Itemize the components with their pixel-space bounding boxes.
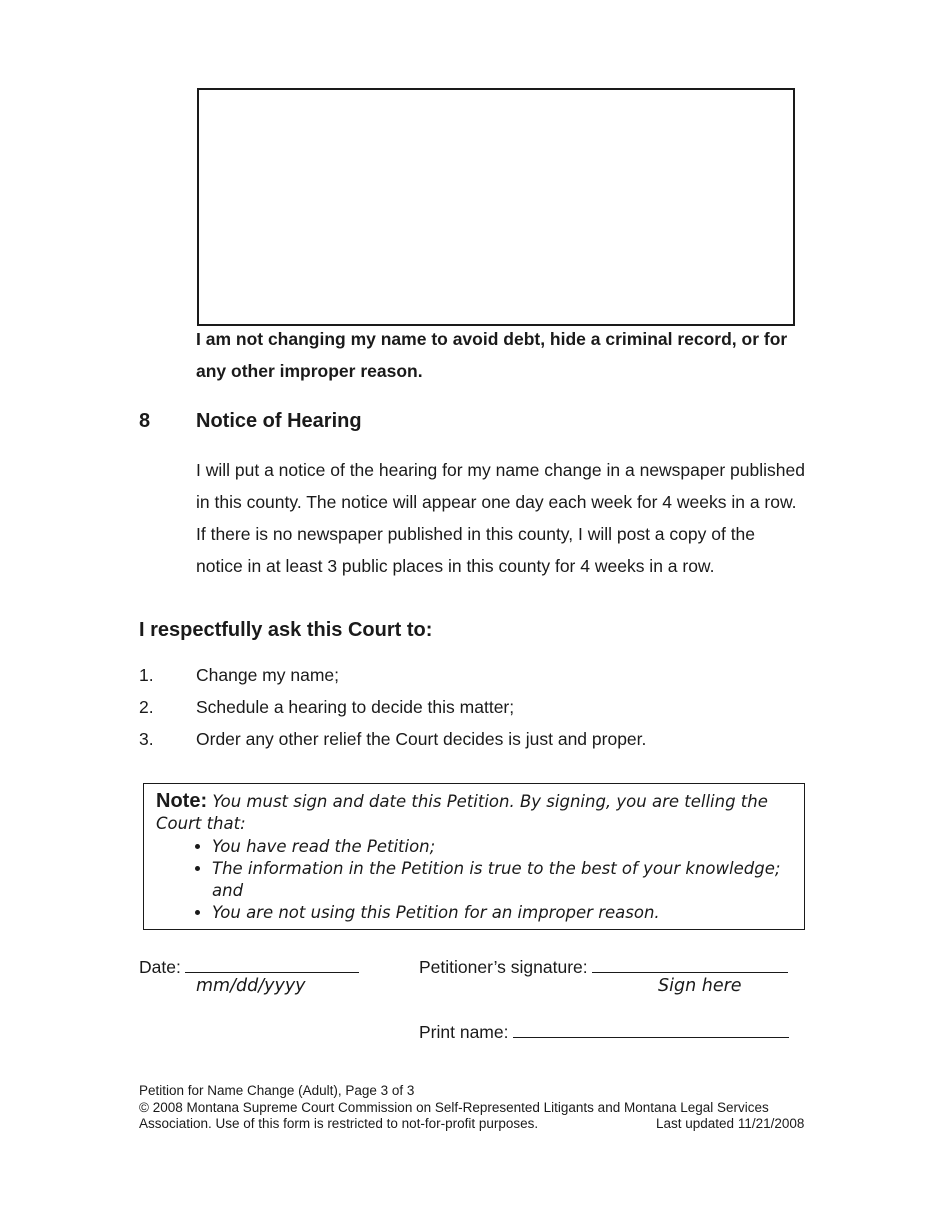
signing-note-box xyxy=(143,783,805,930)
request-item-number: 2. xyxy=(139,697,154,717)
no-improper-reason-statement: I am not changing my name to avoid debt, hide a criminal record, or for any other improper reason. xyxy=(196,329,788,381)
notice-of-hearing-text: I will put a notice of the hearing for my name change in a newspaper published in this county. The notice will appear one day each week for 4 weeks in a row. If there is no newspaper published in this county, I will post a copy of the notice in at least 3 public places in this county for 4 weeks in a row. xyxy=(196,460,805,576)
section-number: 8 xyxy=(139,410,151,432)
petitioner-signature-label: Petitioner’s signature: xyxy=(419,957,588,977)
note-bullet-list xyxy=(184,836,812,924)
request-item-text: Schedule a hearing to decide this matter; xyxy=(196,697,515,717)
note-intro: You must sign and date this Petition. By signing, you are telling the Court that: xyxy=(156,792,768,833)
footer-copyright-line-1: © 2008 Montana Supreme Court Commission on Self-Represented Litigants and Montana Legal Services xyxy=(139,1100,769,1115)
note-heading xyxy=(156,790,786,835)
note-bullet: • You are not using this Petition for an improper reason. xyxy=(212,902,812,924)
reason-text-box[interactable] xyxy=(197,88,795,326)
date-label: Date: xyxy=(139,957,181,977)
signature-input-line[interactable] xyxy=(592,954,788,973)
print-name-input-line[interactable] xyxy=(513,1019,789,1038)
date-field xyxy=(139,954,359,978)
date-format-hint: mm/dd/yyyy xyxy=(196,976,306,996)
petitioner-signature-field xyxy=(419,954,788,978)
footer-last-updated: Last updated 11/21/2008 xyxy=(656,1116,805,1131)
note-bullet: • You have read the Petition; xyxy=(212,836,812,858)
footer-copyright-line-2: Association. Use of this form is restricted to not-for-profit purposes. xyxy=(139,1116,539,1131)
note-label: Note: xyxy=(156,790,208,812)
request-item-text: Order any other relief the Court decides is just and proper. xyxy=(196,729,647,749)
request-item-number: 3. xyxy=(139,729,154,749)
request-item-text: Change my name; xyxy=(196,665,339,685)
print-name-label: Print name: xyxy=(419,1022,509,1042)
note-bullet: • The information in the Petition is true to the best of your knowledge; and xyxy=(212,858,812,902)
date-input-line[interactable] xyxy=(185,954,359,973)
request-item-number: 1. xyxy=(139,665,154,685)
print-name-field xyxy=(419,1019,789,1043)
section-title: Notice of Hearing xyxy=(196,410,362,432)
request-heading: I respectfully ask this Court to: xyxy=(139,619,433,641)
footer-form-title: Petition for Name Change (Adult), Page 3 of 3 xyxy=(139,1083,415,1098)
sign-here-hint: Sign here xyxy=(658,976,742,996)
